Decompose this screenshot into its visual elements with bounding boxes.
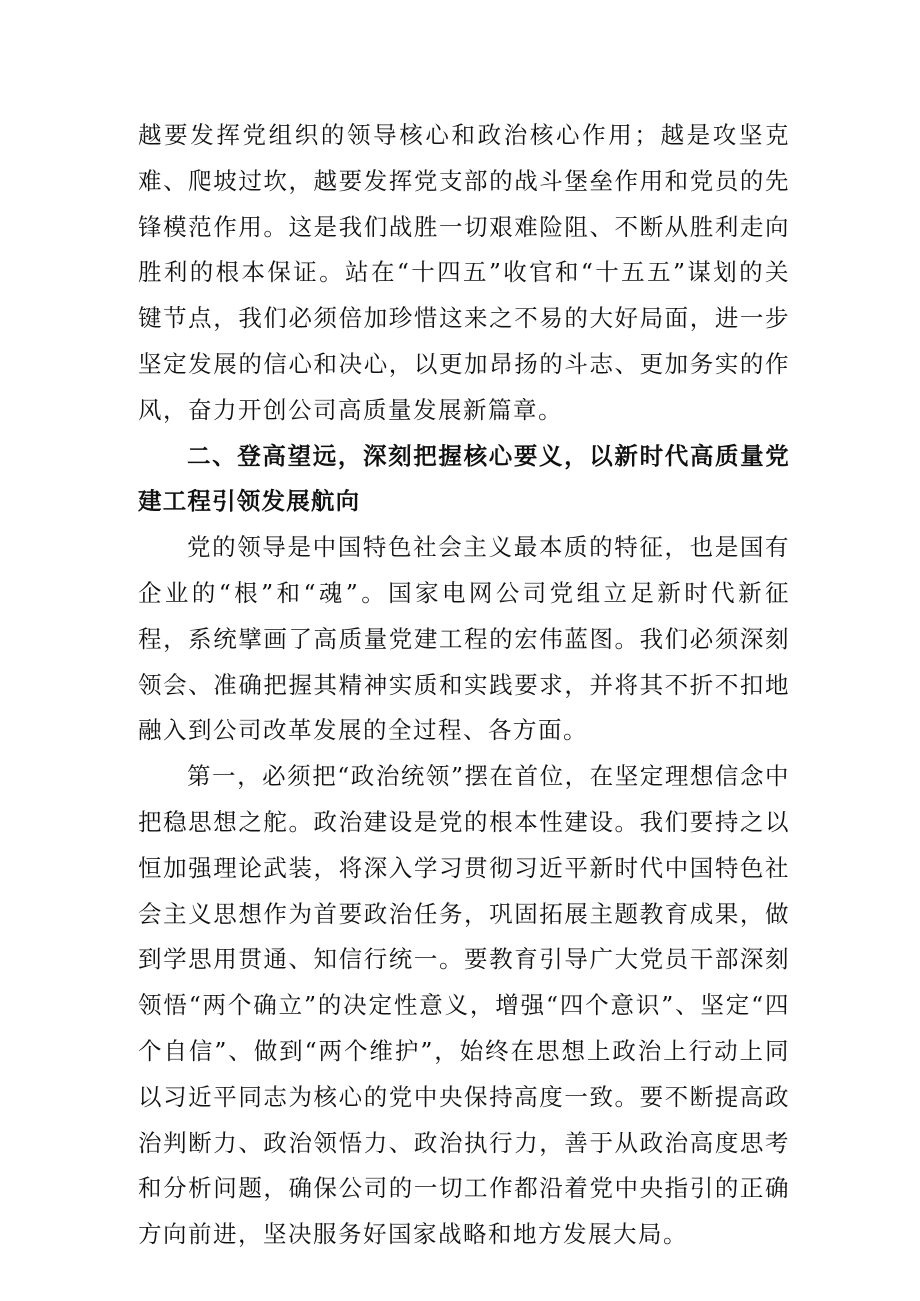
document-body xyxy=(138,113,790,1258)
paragraph-political-leadership: 第一，必须把“政治统领”摆在首位，在坚定理想信念中把稳思想之舵。政治建设是党的根本性建设。我们要持之以恒加强理论武装，将深入学习贯彻习近平新时代中国特色社会主义思想作为首要政治任务，巩固拓展主题教育成果，做到学思用贯通、知信行统一。要教育引导广大党员干部深刻领悟“两个确立”的决定性意义，增强“四个意识”、坚定“四个自信”、做到“两个维护”，始终在思想上政治上行动上同以习近平同志为核心的党中央保持高度一致。要不断提高政治判断力、政治领悟力、政治执行力，善于从政治高度思考和分析问题，确保公司的一切工作都沿着党中央指引的正确方向前进，坚决服务好国家战略和地方发展大局。 xyxy=(138,762,790,1249)
section-heading: 二、登高望远，深刻把握核心要义，以新时代高质量党建工程引领发展航向 xyxy=(138,441,790,516)
paragraph-continuation: 越要发挥党组织的领导核心和政治核心作用；越是攻坚克难、爬坡过坎，越要发挥党支部的战斗堡垒作用和党员的先锋模范作用。这是我们战胜一切艰难险阻、不断从胜利走向胜利的根本保证。站在“十四五”收官和“十五五”谋划的关键节点，我们必须倍加珍惜这来之不易的大好局面，进一步坚定发展的信心和决心，以更加昂扬的斗志、更加务实的作风，奋力开创公司高质量发展新篇章。 xyxy=(138,121,790,424)
paragraph-party-leadership: 党的领导是中国特色社会主义最本质的特征，也是国有企业的“根”和“魂”。国家电网公司党组立足新时代新征程，系统擘画了高质量党建工程的宏伟蓝图。我们必须深刻领会、准确把握其精神实质和实践要求，并将其不折不扣地融入到公司改革发展的全过程、各方面。 xyxy=(138,533,790,745)
